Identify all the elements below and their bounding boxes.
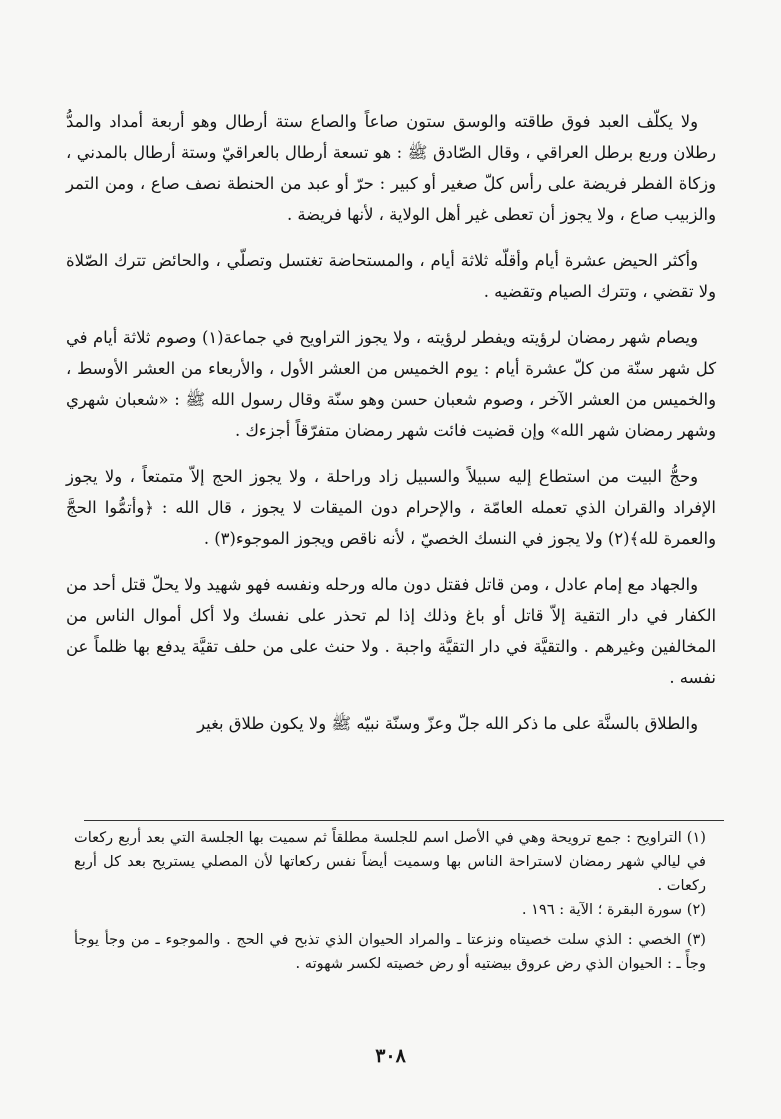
paragraph-hajj: وحجُّ البيت من استطاع إليه سبيلاً والسبيل زاد وراحلة ، ولا يجوز الحج إلاّ متمتعاً ، ولا يجوز الإفراد والقران الذي تعمله العامّة ، والإحرام دون الميقات لا يجوز ، قال الله : ﴿وأتمُّوا الحجَّ والعمرة لله﴾(٢) ولا يجوز في النسك الخصيّ ، لأنه ناقص ويجوز الموجوء(٣) . (66, 467, 716, 548)
footnote-3: (٣) الخصي : الذي سلت خصيتاه ونزعتا ـ والمراد الحيوان الذي تذبح في الحج . والموجوء ـ من وجأ يوجأ وجأً ـ : الحيوان الذي رض عروق بيضتيه أو رض خصيته لكسر شهوته . (74, 931, 706, 972)
paragraph-jihad: والجهاد مع إمام عادل ، ومن قاتل فقتل دون ماله ورحله ونفسه فهو شهيد ولا يحلّ قتل أحد من الكفار في دار التقية إلاّ قاتل أو باغ وذلك إذا لم تحذر على نفسك ولا أكل أموال الناس من المخالفين وغيرهم . والتقيَّة في دار التقيَّة واجبة . ولا حنث على من حلف تقيَّة يدفع بها ظلماً عن نفسه . (66, 575, 716, 687)
page-number: ٣٠٨ (375, 1045, 406, 1067)
paragraph-zakat: ولا يكلّف العبد فوق طاقته والوسق ستون صاعاً والصاع ستة أرطال وهو أربعة أمداد والمدُّ رطلان وربع برطل العراقي ، وقال الصّادق ﷺ : هو تسعة أرطال بالعراقيّ وستة أرطال بالمدني ، وزكاة الفطر فريضة على رأس كلّ صغير أو كبير : حرّ أو عبد من الحنطة نصف صاع ، ومن التمر والزبيب صاع ، ولا يجوز أن تعطى غير أهل الولاية ، لأنها فريضة . (66, 112, 716, 224)
main-text (66, 106, 716, 739)
footnotes (74, 826, 706, 976)
footnote-2: (٢) سورة البقرة ؛ الآية : ١٩٦ . (521, 901, 706, 918)
footnote-1: (١) التراويح : جمع ترويحة وهي في الأصل اسم للجلسة مطلقاً ثم سميت بها الجلسة التي بعد أربع ركعات في ليالي شهر رمضان لاستراحة الناس بها وسميت أيضاً نفس ركعاتها لأن المصلي يستريح بعد كل أربع ركعات . (74, 829, 706, 894)
paragraph-fasting: ويصام شهر رمضان لرؤيته ويفطر لرؤيته ، ولا يجوز التراويح في جماعة(١) وصوم ثلاثة أيام في كل شهر سنّة من كلّ عشرة أيام : يوم الخميس من العشر الأول ، والأربعاء من العشر الأوسط ، والخميس من العشر الآخر ، وصوم شعبان حسن وهو سنّة وقال رسول الله ﷺ : «شعبان شهري وشهر رمضان شهر الله» وإن قضيت فائت شهر رمضان متفرّقاً أجزءك . (66, 328, 716, 440)
paragraph-divorce: والطلاق بالسنَّة على ما ذكر الله جلّ وعزّ وسنّة نبيّه ﷺ ولا يكون طلاق بغير (197, 714, 698, 733)
paragraph-menstruation: وأكثر الحيض عشرة أيام وأقلّه ثلاثة أيام ، والمستحاضة تغتسل وتصلّي ، والحائض تترك الصّلاة ولا تقضي ، وتترك الصيام وتقضيه . (66, 251, 716, 301)
footnote-separator (84, 820, 724, 821)
